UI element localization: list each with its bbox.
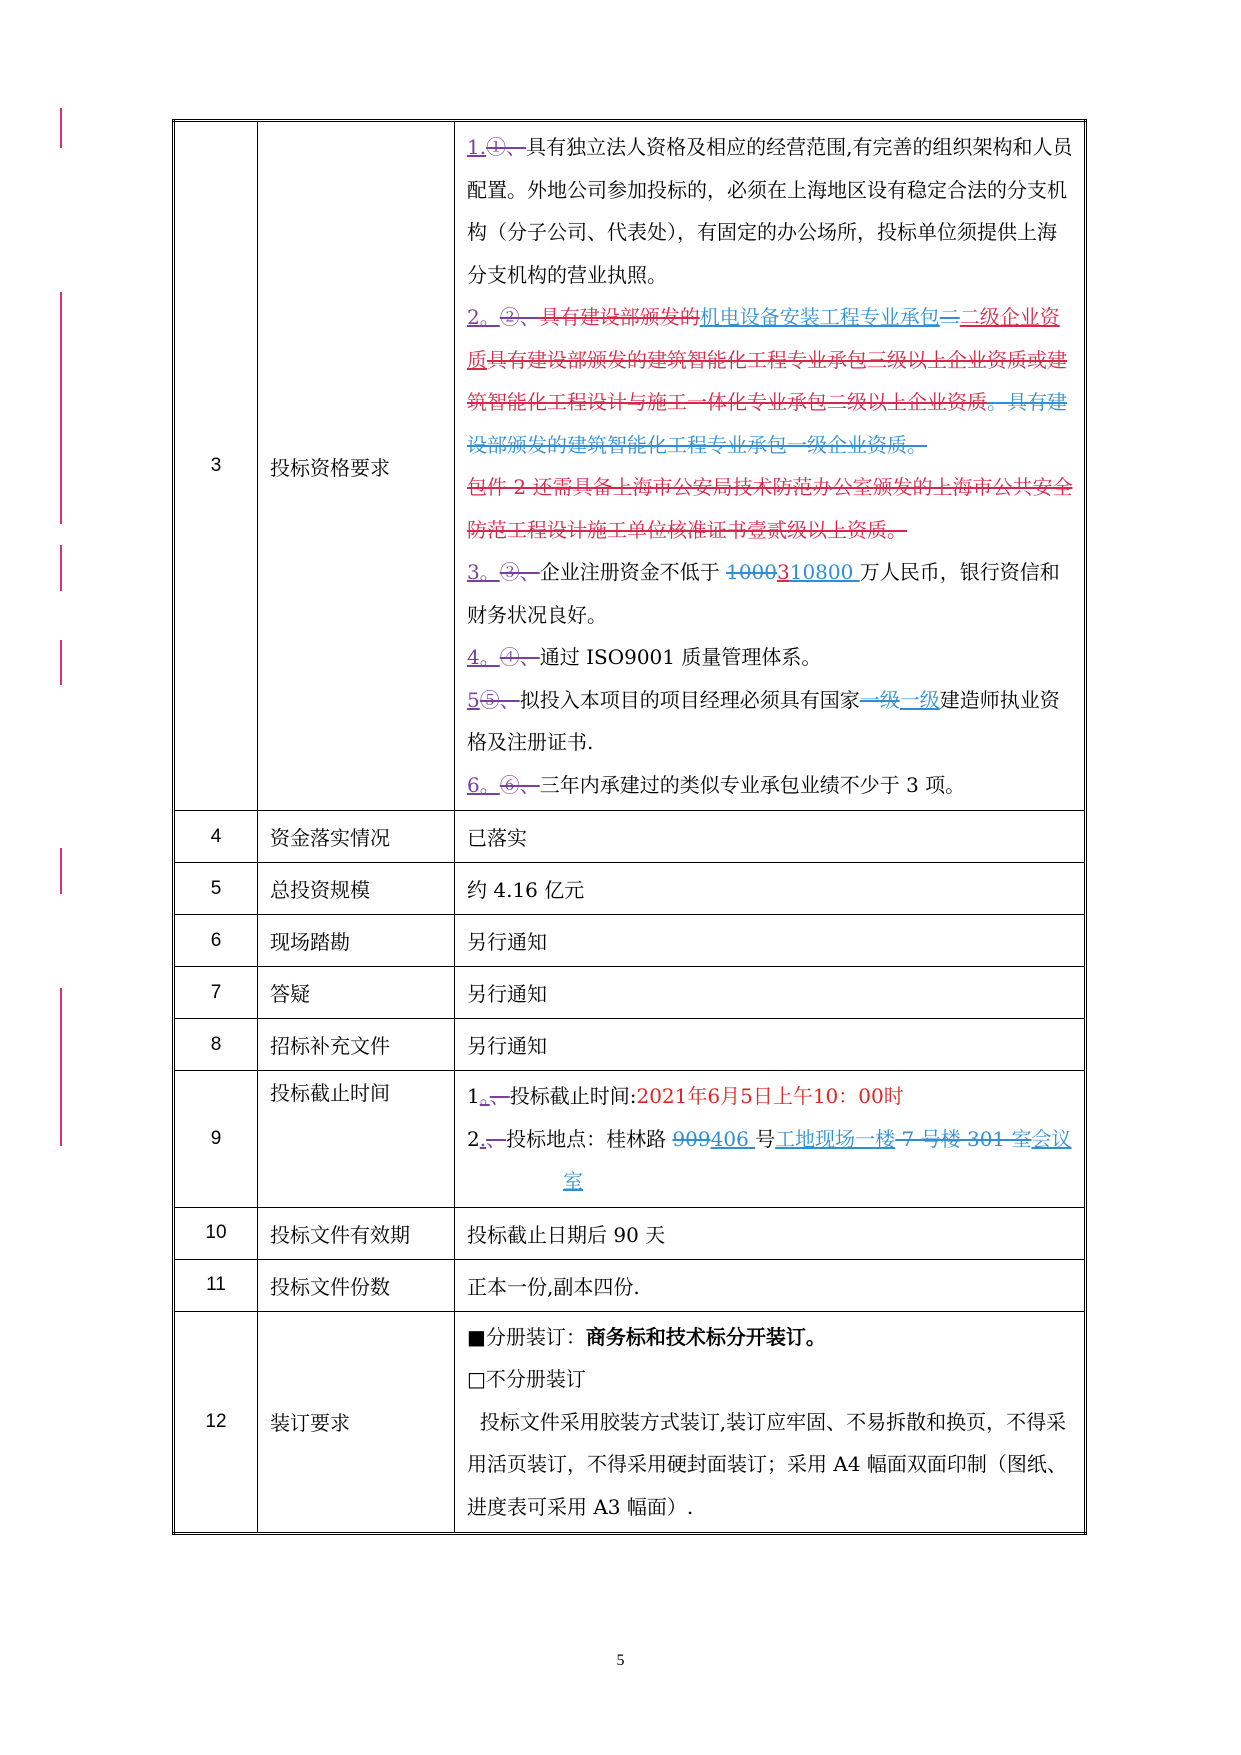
row-content <box>455 1311 1086 1534</box>
clause-5: 5⑤、拟投入本项目的项目经理必须具有国家一级一级建造师执业资格及注册证书. <box>467 687 1060 754</box>
row-content: 已落实 <box>455 811 1086 863</box>
table-row <box>174 1071 1086 1208</box>
change-bar <box>60 545 62 591</box>
clause-2: 2。②、具有建设部颁发的机电设备安装工程专业承包二二级企业资质具有建设部颁发的建筑智能化工程专业承包三级以上企业资质或建筑智能化工程设计与施工一体化专业承包二级以上企业资质。具有建设部颁发的建筑智能化工程专业承包一级企业资质。 包件 2 还需具备上海市公安局技术防范办公室颁发的上海市公共安全防范工程设计施工单位核准证书壹贰级以上资质。 <box>467 305 1073 542</box>
table-row <box>174 915 1086 967</box>
row-content: 正本一份,副本四份. <box>455 1259 1086 1311</box>
table-row <box>174 811 1086 863</box>
row-item: 投标截止时间 <box>258 1071 455 1208</box>
table-row <box>174 863 1086 915</box>
change-bar <box>60 848 62 894</box>
change-bar <box>60 988 62 1146</box>
row-number: 5 <box>174 863 258 915</box>
row-item: 装订要求 <box>258 1311 455 1534</box>
table-row <box>174 1207 1086 1259</box>
row-number: 9 <box>174 1071 258 1208</box>
table-row <box>174 1019 1086 1071</box>
location-line: 2.、投标地点：桂林路 909406 号工地现场一楼 7 号楼 301 室会议 室 <box>467 1126 1072 1193</box>
binding-description: 投标文件采用胶装方式装订,装订应牢固、不易拆散和换页，不得采用活页装订，不得采用硬封面装订；采用 A4 幅面双面印制（图纸、进度表可采用 A3 幅面）. <box>467 1409 1067 1519</box>
table-row <box>174 967 1086 1019</box>
row-content: 投标截止日期后 90 天 <box>455 1207 1086 1259</box>
change-bar <box>60 108 62 148</box>
clause-6: 6。⑥、三年内承建过的类似专业承包业绩不少于 3 项。 <box>467 772 966 797</box>
row-item: 投标文件有效期 <box>258 1207 455 1259</box>
row-item: 资金落实情况 <box>258 811 455 863</box>
binding-option-separate: ■分册装订：商务标和技术标分开装订。 <box>467 1324 826 1349</box>
row-item: 总投资规模 <box>258 863 455 915</box>
table-row <box>174 1259 1086 1311</box>
row-content: 约 4.16 亿元 <box>455 863 1086 915</box>
page-number: 5 <box>616 1652 625 1669</box>
row-content: 另行通知 <box>455 967 1086 1019</box>
row-item: 投标文件份数 <box>258 1259 455 1311</box>
row-number: 3 <box>174 121 258 811</box>
table-row <box>174 1311 1086 1534</box>
clause-4: 4。④、通过 ISO9001 质量管理体系。 <box>467 645 822 669</box>
row-content: 另行通知 <box>455 1019 1086 1071</box>
row-number: 11 <box>174 1259 258 1311</box>
row-content: 另行通知 <box>455 915 1086 967</box>
deadline-line: 1。、投标截止时间:2021年6月5日上午10：00时 <box>467 1084 904 1108</box>
row-content <box>455 121 1086 811</box>
row-number: 7 <box>174 967 258 1019</box>
row-number: 8 <box>174 1019 258 1071</box>
row-number: 12 <box>174 1311 258 1534</box>
row-number: 10 <box>174 1207 258 1259</box>
binding-option-single: □不分册装订 <box>467 1367 586 1391</box>
change-bar <box>60 292 62 524</box>
row-item: 招标补充文件 <box>258 1019 455 1071</box>
row-item: 现场踏勘 <box>258 915 455 967</box>
tender-info-table <box>172 119 1087 1535</box>
table-row <box>174 121 1086 811</box>
row-number: 4 <box>174 811 258 863</box>
clause-3: 3。③、企业注册资金不低于 1000310800 万人民币，银行资信和财务状况良好。 <box>467 560 1060 627</box>
clause-1: 1.①、具有独立法人资格及相应的经营范围,有完善的组织架构和人员配置。外地公司参加投标的，必须在上海地区设有稳定合法的分支机构（分子公司、代表处），有固定的办公场所，投标单位须提供上海分支机构的营业执照。 <box>467 135 1073 287</box>
row-item: 答疑 <box>258 967 455 1019</box>
row-item: 投标资格要求 <box>258 121 455 811</box>
change-bar <box>60 640 62 685</box>
row-content <box>455 1071 1086 1208</box>
row-number: 6 <box>174 915 258 967</box>
